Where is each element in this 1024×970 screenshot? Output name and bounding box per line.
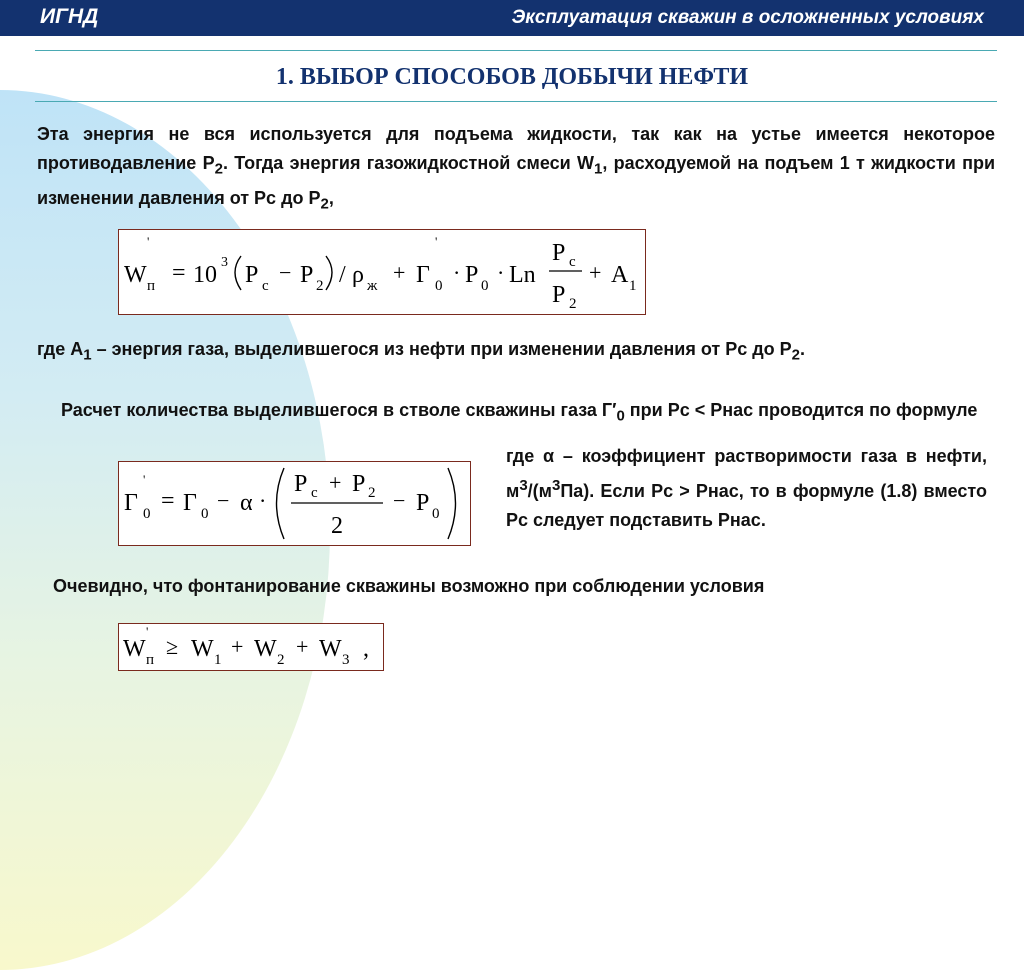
svg-text:2: 2 <box>368 485 376 501</box>
svg-text:+: + <box>231 634 244 659</box>
header-bar <box>0 0 1024 36</box>
svg-text:+: + <box>589 260 602 285</box>
svg-text:W: W <box>191 636 214 662</box>
svg-text:W: W <box>123 636 146 662</box>
svg-text:Г: Г <box>183 490 197 516</box>
svg-text:3: 3 <box>221 255 228 270</box>
paragraph-a1: где $А_1$ – энергия газа, выделившегося из нефти при изменении давления от Рс до $Р_2$. <box>37 339 806 364</box>
svg-text:,: , <box>363 636 369 662</box>
svg-text:+: + <box>329 470 342 495</box>
svg-text:0: 0 <box>201 506 209 522</box>
paragraph-alpha: где α – коэффициент растворимости газа в нефти, $м^3/(м^3Па)$. Если Рс > Рнас, то в формуле (1.8) вместо Рс следует подставить Рнас. <box>506 446 987 530</box>
close-paren <box>448 468 456 539</box>
paragraph-gas-calc: Расчет количества выделившегося в стволе скважины газа $Г'_0$ при Рс < Рнас проводится по формуле <box>61 400 978 425</box>
org-label: ИГНД <box>40 5 99 28</box>
svg-text:2: 2 <box>331 513 343 539</box>
formula-g0 <box>118 461 471 546</box>
svg-text:P: P <box>416 490 430 516</box>
svg-text:п: п <box>146 652 155 668</box>
svg-text:с: с <box>262 278 269 294</box>
close-paren <box>326 256 332 290</box>
svg-text:·: · <box>497 260 505 285</box>
svg-text:P: P <box>300 262 314 288</box>
svg-text:': ' <box>146 624 149 639</box>
svg-text:·: · <box>453 260 461 285</box>
svg-text:P: P <box>245 262 259 288</box>
svg-text:': ' <box>143 472 146 487</box>
svg-text:P: P <box>352 471 366 497</box>
svg-text:W: W <box>254 636 277 662</box>
svg-text:·: · <box>259 488 267 513</box>
svg-text:−: − <box>393 488 406 513</box>
svg-text:P: P <box>552 282 566 308</box>
svg-text:Г: Г <box>416 262 430 288</box>
svg-text:1: 1 <box>629 278 637 294</box>
svg-text:=: = <box>172 260 186 286</box>
svg-text:Г: Г <box>124 490 138 516</box>
formula-condition-svg <box>119 624 383 670</box>
paragraph-energy: Эта энергия не вся используется для подъема жидкости, так как на устье имеется некоторое противодавление $Р_2$. Тогда энергия газожидкостной смеси $W_1$, расходуемой на подъем 1 т жидкости при изменении давления от Рс до $Р_2$, <box>37 124 996 213</box>
slide-title: 1. ВЫБОР СПОСОБОВ ДОБЫЧИ НЕФТИ <box>275 64 749 90</box>
svg-text:2: 2 <box>277 652 285 668</box>
svg-text:−: − <box>217 488 230 513</box>
paragraph-condition: Очевидно, что фонтанирование скважины возможно при соблюдении условия <box>53 576 765 596</box>
svg-text:P: P <box>294 471 308 497</box>
svg-text:Ln: Ln <box>509 262 536 288</box>
svg-text:': ' <box>147 234 150 249</box>
svg-text:W: W <box>319 636 342 662</box>
svg-text:10: 10 <box>193 262 217 288</box>
svg-text:ж: ж <box>367 278 378 294</box>
svg-text:0: 0 <box>143 506 151 522</box>
svg-text:P: P <box>552 240 566 266</box>
open-paren <box>235 256 241 290</box>
svg-text:≥: ≥ <box>166 634 179 659</box>
svg-text:3: 3 <box>342 652 350 668</box>
svg-text:': ' <box>435 234 438 249</box>
formula-wp-lhs: W <box>124 262 147 288</box>
divider-bottom <box>35 101 997 102</box>
svg-text:P: P <box>465 262 479 288</box>
svg-text:A: A <box>611 262 629 288</box>
formula-wp <box>118 229 646 315</box>
svg-text:п: п <box>147 278 156 294</box>
formula-condition <box>118 623 384 671</box>
formula-g0-svg <box>119 462 470 545</box>
formula-wp-svg <box>119 230 645 314</box>
svg-text:α: α <box>240 490 253 516</box>
divider-top <box>35 50 997 51</box>
svg-text:+: + <box>393 260 406 285</box>
svg-text:2: 2 <box>569 296 577 312</box>
svg-text:0: 0 <box>435 278 443 294</box>
svg-text:2: 2 <box>316 278 324 294</box>
svg-text:1: 1 <box>214 652 222 668</box>
svg-text:−: − <box>279 260 292 285</box>
course-title: Эксплуатация скважин в осложненных условиях <box>511 7 984 28</box>
svg-text:=: = <box>161 488 175 514</box>
svg-text:/: / <box>339 262 346 288</box>
svg-text:0: 0 <box>481 278 489 294</box>
svg-text:с: с <box>311 485 318 501</box>
open-paren <box>277 468 285 539</box>
svg-text:0: 0 <box>432 506 440 522</box>
svg-text:+: + <box>296 634 309 659</box>
svg-text:ρ: ρ <box>352 262 364 288</box>
svg-text:с: с <box>569 254 576 270</box>
